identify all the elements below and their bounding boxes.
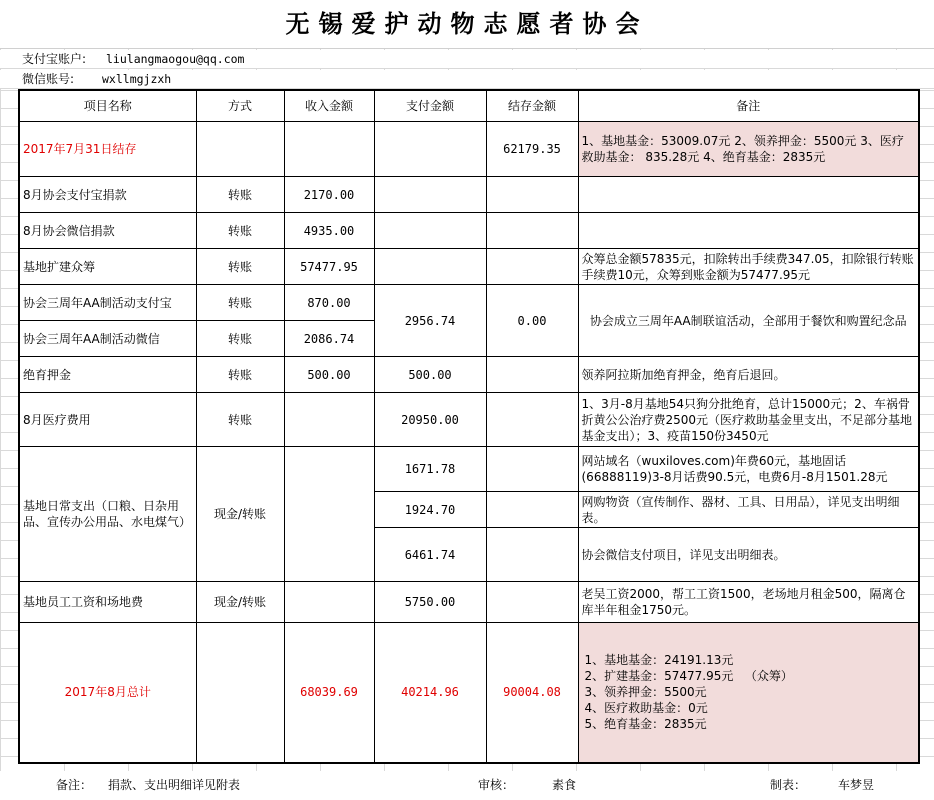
method: 现金/转账 [196,582,284,623]
expense: 1924.70 [374,492,486,528]
alipay-label: 支付宝账户: [22,52,87,66]
balance [486,492,578,528]
footer-audit-label: 审核： [478,778,515,792]
remark [578,177,919,213]
total-method [196,623,284,763]
remark: 1、基地基金：53009.07元 2、领养押金：5500元 3、医疗救助基金： 835.28元 4、绝育基金：2835元 [578,122,919,177]
item-name: 协会三周年AA制活动微信 [19,321,196,357]
table-row [19,582,919,623]
footer [0,771,934,800]
expense: 500.00 [374,357,486,393]
header-balance: 结存金额 [486,90,578,122]
header-expense: 支付金额 [374,90,486,122]
total-label: 2017年8月总计 [19,623,196,763]
method: 转账 [196,321,284,357]
table-row [19,177,919,213]
header-method: 方式 [196,90,284,122]
item-name: 基地员工工资和场地费 [19,582,196,623]
balance: 62179.35 [486,122,578,177]
income: 2170.00 [284,177,374,213]
table-row [19,393,919,447]
header-item-name: 项目名称 [19,90,196,122]
remark: 领养阿拉斯加绝育押金，绝育后退回。 [578,357,919,393]
total-remark-line: 3、领养押金：5500元 [584,685,707,700]
expense [374,249,486,285]
method: 转账 [196,249,284,285]
remark: 协会微信支付项目，详见支出明细表。 [578,528,919,582]
footer-remark-label: 备注： [56,778,93,792]
income [284,393,374,447]
alipay-account: liulangmaogou@qq.com [106,52,245,66]
wechat-account: wxllmgjzxh [102,72,172,86]
income [284,582,374,623]
table-row [19,285,919,321]
method: 转账 [196,285,284,321]
remark [578,213,919,249]
expense: 2956.74 [374,285,486,357]
income [284,122,374,177]
wechat-label: 微信账号: [22,72,75,86]
method: 现金/转账 [196,447,284,582]
method: 转账 [196,177,284,213]
item-name: 绝育押金 [19,357,196,393]
method: 转账 [196,393,284,447]
page-title: 无锡爱护动物志愿者协会 [0,0,934,49]
total-remark-line: 1、基地基金：24191.13元 [584,653,734,668]
method: 转账 [196,213,284,249]
remark: 网购物资（宣传制作、器材、工具、日用品），详见支出明细表。 [578,492,919,528]
total-remark [578,623,919,763]
table-row [19,249,919,285]
balance [486,177,578,213]
income: 57477.95 [284,249,374,285]
balance [486,582,578,623]
wechat-row [0,70,934,89]
header-remarks: 备注 [578,90,919,122]
table-row [19,213,919,249]
footer-audit-value: 素食 [552,778,577,792]
balance: 0.00 [486,285,578,357]
total-remark-line: 2、扩建基金：57477.95元 （众筹） [584,669,793,684]
balance [486,447,578,492]
footer-remark-value: 捐款、支出明细详见附表 [108,778,241,792]
remark: 协会成立三周年AA制联谊活动，全部用于餐饮和购置纪念品 [578,285,919,357]
total-expense: 40214.96 [374,623,486,763]
expense: 20950.00 [374,393,486,447]
expense [374,122,486,177]
total-balance: 90004.08 [486,623,578,763]
table-row [19,122,919,177]
footer-maker-value: 车梦昱 [838,778,875,792]
balance [486,213,578,249]
table-row [19,447,919,492]
remark: 1、3月-8月基地54只狗分批绝育，总计15000元；2、车祸骨折黄公公治疗费2500元（医疗救助基金里支出，不足部分基地基金支出）；3、疫苗150份3450元 [578,393,919,447]
item-name: 基地扩建众筹 [19,249,196,285]
item-name: 协会三周年AA制活动支付宝 [19,285,196,321]
table-row [19,357,919,393]
alipay-row [0,50,934,69]
item-name: 8月协会微信捐款 [19,213,196,249]
header-income: 收入金额 [284,90,374,122]
total-remark-line: 5、绝育基金：2835元 [584,717,707,732]
income: 870.00 [284,285,374,321]
balance [486,357,578,393]
balance [486,528,578,582]
income: 500.00 [284,357,374,393]
item-name: 8月协会支付宝捐款 [19,177,196,213]
item-name: 2017年7月31日结存 [19,122,196,177]
item-name: 基地日常支出（口粮、日杂用品、宣传办公用品、水电煤气） [19,447,196,582]
expense: 1671.78 [374,447,486,492]
total-income: 68039.69 [284,623,374,763]
remark: 网站域名（wuxiloves.com)年费60元，基地固话(66888119)3-8月话费90.5元，电费6月-8月1501.28元 [578,447,919,492]
total-row [19,623,919,763]
ledger-table [18,89,920,764]
income [284,447,374,582]
footer-maker-label: 制表： [770,778,807,792]
remark: 老吴工资2000，帮工工资1500，老场地月租金500，隔离仓库半年租金1750元。 [578,582,919,623]
total-remark-line: 4、医疗救助基金：0元 [584,701,708,716]
expense [374,213,486,249]
expense [374,177,486,213]
header-row [19,90,919,122]
remark: 众筹总金额57835元，扣除转出手续费347.05，扣除银行转账手续费10元，众筹到账金额为57477.95元 [578,249,919,285]
balance [486,393,578,447]
expense: 5750.00 [374,582,486,623]
item-name: 8月医疗费用 [19,393,196,447]
method: 转账 [196,357,284,393]
income: 4935.00 [284,213,374,249]
income: 2086.74 [284,321,374,357]
expense: 6461.74 [374,528,486,582]
balance [486,249,578,285]
method [196,122,284,177]
